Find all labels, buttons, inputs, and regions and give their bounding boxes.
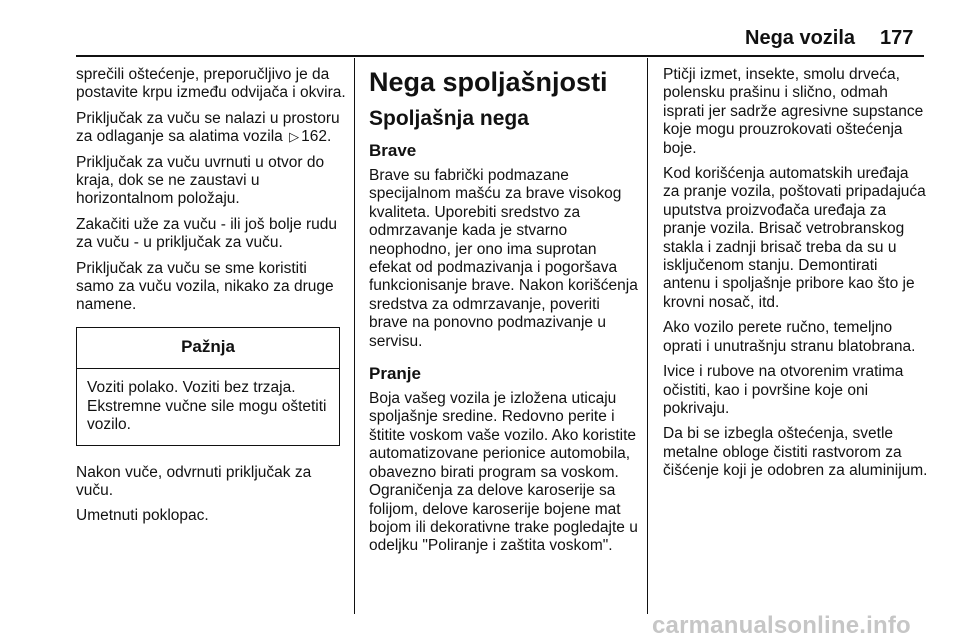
watermark: carmanualsonline.info	[652, 612, 911, 639]
page-number: 177	[880, 27, 914, 49]
triangle-right-icon: ▷	[289, 129, 300, 145]
caution-title: Pažnja	[77, 328, 339, 369]
column-middle	[369, 66, 641, 563]
paragraph: Umetnuti poklopac.	[76, 507, 209, 525]
paragraph: Brave su fabrički podmazane specijalnom mašću za brave visokog kvaliteta. Uporebiti sredstvo za odmrzavanje kada je stvarno neophodno, jer ono ima suprotan efekat od podmazivanja i pogoršava funkcionisanje brave. Nakon korišćenja sredstva za odmrzavanje, poveriti brave na ponovno podmazivanje u servisu.	[369, 167, 638, 350]
paragraph: Boja vašeg vozila je izložena uticaju spoljašnje sredine. Redovno perite i štitite voskom vaše vozilo. Ako koristite automatizovane perionice automobila, obavezno birati program sa voskom. Ograničenja za delove karoserije sa folijom, delove karoserije bojene mat bojom ili dekorativne trake pogledajte u odeljku "Poliranje i zaštita voskom".	[369, 390, 638, 555]
column-divider-2	[647, 58, 648, 614]
paragraph: Ivice i rubove na otvorenim vratima očistiti, kao i površine koje oni pokrivaju.	[663, 363, 904, 417]
paragraph: Da bi se izbegla oštećenja, svetle metalne obloge čistiti rastvorom za čišćenje koji je odobren za aluminijum.	[663, 425, 928, 480]
paragraph: sprečili oštećenje, preporučljivo je da postavite krpu između odvijača i okvira.	[76, 66, 346, 102]
paragraph-text: Priključak za vuču se nalazi u prostoru za odlaganje sa alatima vozila	[76, 109, 340, 146]
caution-body: Voziti polako. Voziti bez trzaja. Ekstremne vučne sile mogu oštetiti vozilo.	[87, 379, 327, 434]
paragraph: Zakačiti uže za vuču - ili još bolje rudu za vuču - u priključak za vuču.	[76, 215, 338, 252]
topic-heading-pranje: Pranje	[369, 364, 421, 384]
paragraph: Kod korišćenja automatskih uređaja za pranje vozila, poštovati pripadajuća uputstva proizvođača uređaja za pranje vozila. Brisač vetrobranskog stakla i zadnji brisač treba da su u isključenom stanju. Demontirati antenu i spoljašnje pribore kao što je krovni nosač, itd.	[663, 165, 926, 311]
topic-heading-brave: Brave	[369, 141, 417, 160]
paragraph: Priključak za vuču uvrnuti u otvor do kraja, dok se ne zaustavi u horizontalnom položaju.	[76, 153, 325, 208]
column-right	[663, 66, 928, 488]
paragraph: Priključak za vuču se sme koristiti samo za vuču vozila, nikako za druge namene.	[76, 259, 334, 314]
paragraph: Ptičji izmet, insekte, smolu drveća, polensku prašinu i slično, odmah isprati jer sadrže agresivne supstance koje mogu prouzrokovati oštećenja boje.	[663, 66, 924, 157]
section-heading: Nega spoljašnjosti	[369, 67, 608, 97]
subsection-heading: Spoljašnja nega	[369, 107, 529, 130]
paragraph	[76, 110, 348, 147]
column-left	[76, 66, 348, 533]
paragraph: Ako vozilo perete ručno, temeljno oprati i unutrašnju stranu blatobrana.	[663, 319, 916, 355]
paragraph: Nakon vuče, odvrnuti priključak za vuču.	[76, 463, 312, 499]
header-rule	[76, 55, 924, 57]
page-header-title: Nega vozila	[745, 27, 856, 49]
caution-box	[76, 327, 340, 446]
page-reference[interactable]: 162.	[301, 128, 332, 146]
column-divider-1	[354, 58, 355, 614]
